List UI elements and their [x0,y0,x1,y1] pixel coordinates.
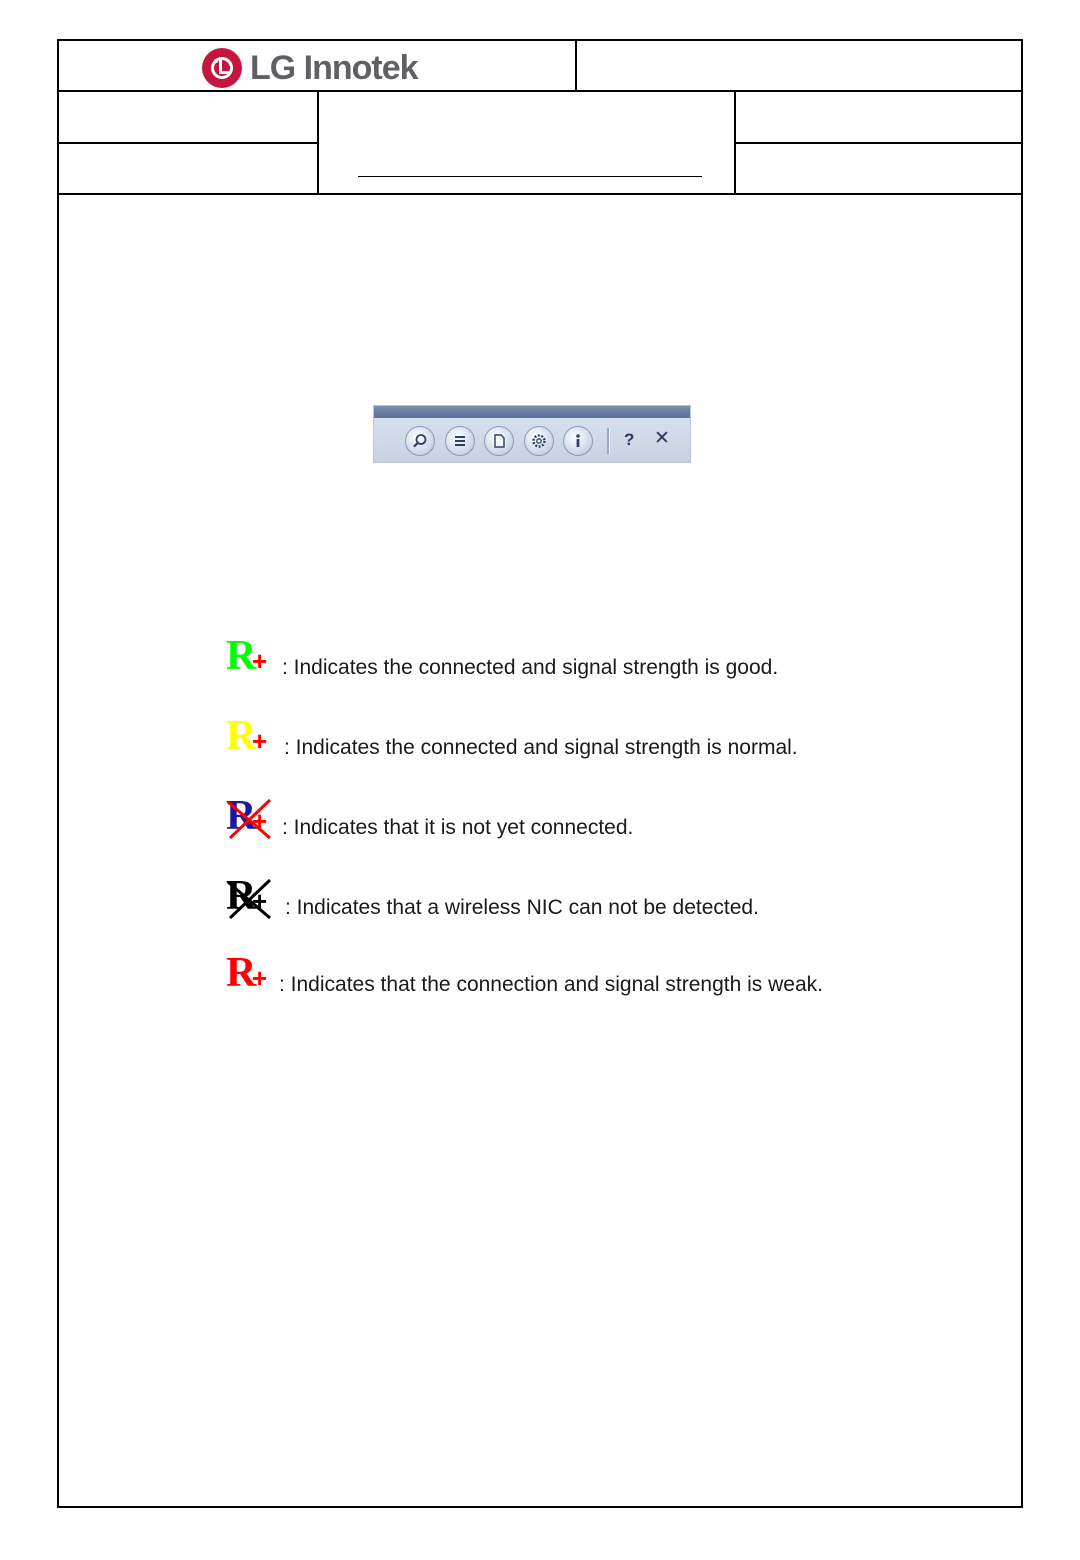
status-icon-plus: + [252,963,268,993]
status-icon-letter: R [226,950,257,996]
list-button[interactable] [445,426,475,456]
cross-out-icon [226,798,272,840]
header-divider-4 [57,193,1023,195]
header-divider-1 [57,90,1023,92]
status-icon-letter: R [226,873,257,919]
legend-description: : Indicates the connected and signal strength is good. [282,656,779,679]
toolbar-title-bar [374,406,690,418]
legend-description: : Indicates that it is not yet connected. [282,816,634,839]
signal-status-icon [224,713,276,762]
header-vline-3 [734,90,736,194]
lg-logo-icon [202,48,242,88]
status-icon-plus: + [252,806,268,836]
status-icon-plus: + [252,726,268,756]
list-icon [451,432,469,450]
gear-icon [530,432,548,450]
header-vline-1 [575,39,577,91]
search-icon [411,432,429,450]
help-button[interactable]: ? [624,430,635,449]
document-button[interactable] [484,426,514,456]
company-name: LG Innotek [250,49,418,87]
header-vline-2 [317,90,319,194]
signal-status-icon [224,950,276,999]
search-button[interactable] [405,426,435,456]
legend-description: : Indicates that a wireless NIC can not be detected. [285,896,759,919]
status-icon-plus: + [252,646,268,676]
header-divider-3 [734,142,1023,144]
status-icon-letter: R [226,793,257,839]
header-divider-2 [57,142,318,144]
page-border [57,39,1023,1508]
signal-status-icon [224,873,276,922]
status-icon-plus: + [252,886,268,916]
signal-status-icon [224,793,276,842]
status-icon-letter: R [226,633,257,679]
legend-description: : Indicates that the connection and signal strength is weak. [279,973,824,996]
info-icon [569,432,587,450]
toolbar-separator [607,428,610,454]
close-button[interactable]: ✕ [654,428,670,449]
status-icon-letter: R [226,713,257,759]
cross-out-icon [226,878,272,920]
company-logo [202,46,418,90]
info-button[interactable] [563,426,593,456]
document-icon [490,432,508,450]
title-underline [358,176,702,177]
utility-toolbar [373,405,691,463]
legend-description: : Indicates the connected and signal strength is normal. [284,736,798,759]
signal-status-icon [224,633,276,682]
settings-button[interactable] [524,426,554,456]
